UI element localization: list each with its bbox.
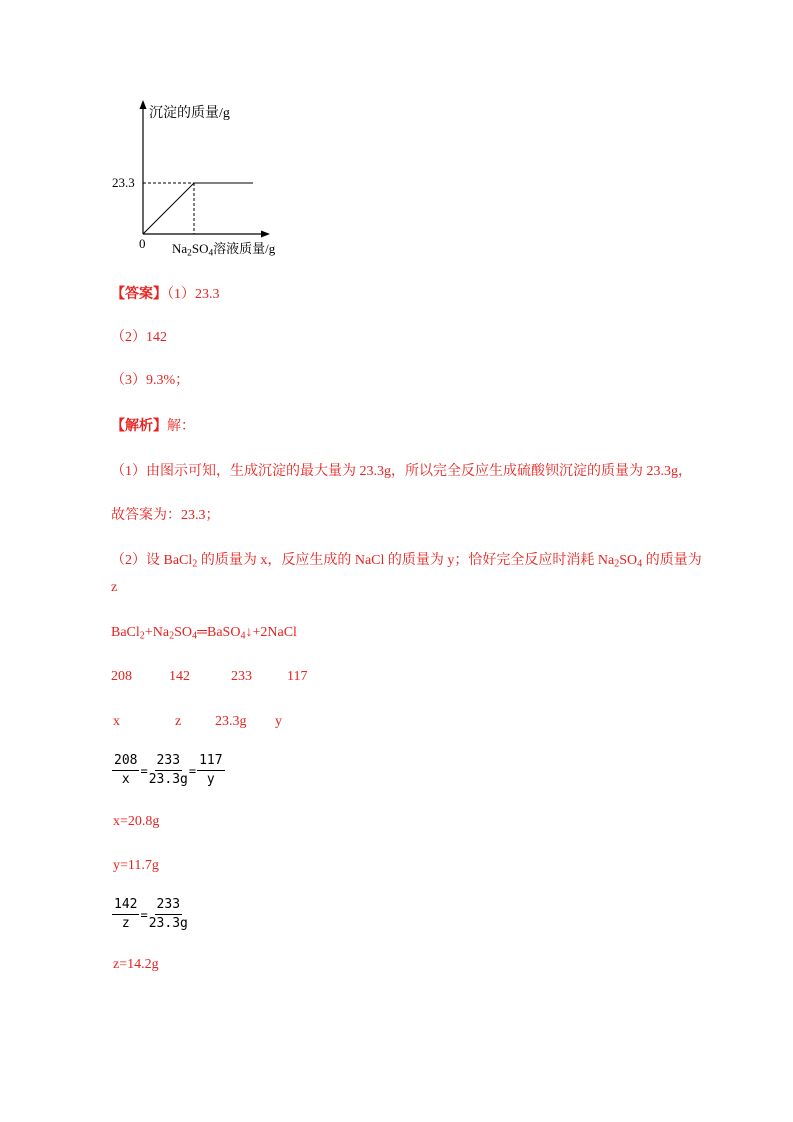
chemical-equation: $BaCl_2+Na_2SO_4═BaSO_4↓+2NaCl$ xyxy=(111,625,297,642)
variable-label: 23.3g xyxy=(215,714,247,729)
fraction: $\frac{233}{23.3g}$ xyxy=(148,753,188,787)
molar-mass-value: 208 xyxy=(111,669,132,684)
proportion-equation-2: $\frac{142}{z}$ = $\frac{233}{23.3g}$ xyxy=(114,897,188,931)
analysis-p2-line2: z xyxy=(111,580,118,595)
analysis-bracket-label: 【解析】 xyxy=(111,419,167,434)
molar-mass-value: 117 xyxy=(287,669,308,684)
y-result: y=11.7g xyxy=(113,858,159,873)
fraction: $\frac{142}{z}$ xyxy=(114,897,138,931)
molar-mass-value: 142 xyxy=(169,669,190,684)
answer-line-2: （2）142 xyxy=(111,330,167,345)
molar-mass-value: 233 xyxy=(231,669,252,684)
y-axis-arrow xyxy=(140,100,147,109)
variable-label: z xyxy=(175,714,182,729)
fraction: $\frac{208}{x}$ xyxy=(114,753,138,787)
analysis-p1-line2: 故答案为：23.3； xyxy=(111,508,220,523)
answer-bracket-label: 【答案】 xyxy=(111,287,167,302)
graph-x-axis-label: $Na_2SO_4$溶液质量/g xyxy=(172,241,276,259)
analysis-p2-line1: （2）设 BaCl$_2$ 的质量为 x，反应生成的 NaCl 的质量为 y；恰好完全反应时消耗 $Na_2SO_4$ 的质量为 xyxy=(111,553,702,570)
answer-line-1: 【答案】（1）23.3 xyxy=(111,287,220,302)
fraction: $\frac{233}{23.3g}$ xyxy=(148,897,188,931)
fraction: $\frac{117}{y}$ xyxy=(199,753,223,787)
answer-line-3: （3）9.3%； xyxy=(111,373,190,388)
z-result: z=14.2g xyxy=(113,957,159,972)
proportion-equation-1: $\frac{208}{x}$ = $\frac{233}{23.3g}$ = $\frac{117}{y}$ xyxy=(114,753,223,787)
variable-label: x xyxy=(113,714,120,729)
graph-y-tick-label: 23.3 xyxy=(112,175,135,190)
variable-label: y xyxy=(275,714,282,729)
graph-origin-label: 0 xyxy=(139,236,146,251)
analysis-p1-line1: （1）由图示可知，生成沉淀的最大量为 23.3g，所以完全反应生成硫酸钡沉淀的质量为 23.3g， xyxy=(111,464,692,479)
analysis-heading: 【解析】解： xyxy=(111,419,195,434)
precipitate-curve xyxy=(143,183,253,234)
x-axis-arrow xyxy=(261,231,270,238)
x-result: x=20.8g xyxy=(113,814,160,829)
graph-y-axis-label: 沉淀的质量/g xyxy=(149,106,230,121)
